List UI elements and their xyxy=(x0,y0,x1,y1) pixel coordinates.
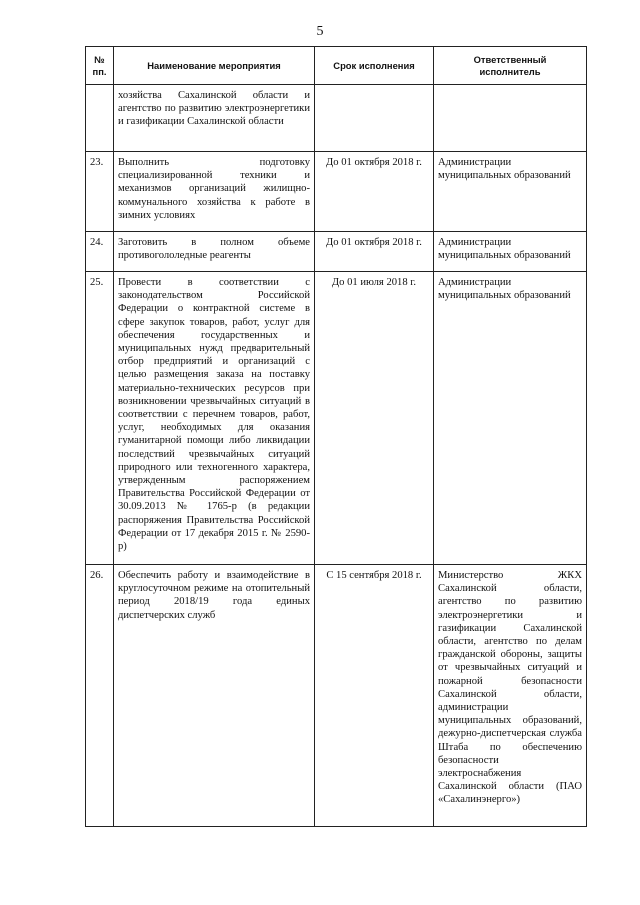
row-number: 25. xyxy=(86,272,114,565)
responsible-text: Администрации муниципальных образований xyxy=(434,232,587,272)
column-header-deadline: Срок исполнения xyxy=(315,47,434,85)
row-number: 24. xyxy=(86,232,114,272)
table-header-row xyxy=(86,47,587,85)
deadline-text: С 15 сентября 2018 г. xyxy=(315,565,434,827)
responsible-text: Министерство ЖКХ Сахалинской области, агентство по развитию электроэнергетики и газификации Сахалинской области, агентство по делам гражданской обороны, защиты от чрезвычайных ситуаций и пожарной безопасности Сахалинской области, администрации муниципальных образований, дежурно-диспетчерская служба Штаба по обеспечению безопасности электроснабжения Сахалинской области (ПАО «Сахалинэнерго») xyxy=(434,565,587,827)
table-row xyxy=(86,565,587,827)
table-row xyxy=(86,85,587,152)
responsible-text xyxy=(434,85,587,152)
measure-text: хозяйства Сахалинской области и агентство по развитию электроэнергетики и газификации Сахалинской области xyxy=(114,85,315,152)
measure-text: Обеспечить работу и взаимодействие в круглосуточном режиме на отопительный период 2018/19 года единых диспетчерских служб xyxy=(114,565,315,827)
column-header-measure: Наименование мероприятия xyxy=(114,47,315,85)
measures-table xyxy=(85,46,587,827)
column-header-responsible: Ответственный исполнитель xyxy=(434,47,587,85)
table-row xyxy=(86,272,587,565)
responsible-text: Администрации муниципальных образований xyxy=(434,272,587,565)
row-number: 23. xyxy=(86,152,114,232)
row-number: 26. xyxy=(86,565,114,827)
table-row xyxy=(86,232,587,272)
deadline-text: До 01 октября 2018 г. xyxy=(315,232,434,272)
deadline-text xyxy=(315,85,434,152)
responsible-text: Администрации муниципальных образований xyxy=(434,152,587,232)
column-header-number: № пп. xyxy=(86,47,114,85)
deadline-text: До 01 июля 2018 г. xyxy=(315,272,434,565)
deadline-text: До 01 октября 2018 г. xyxy=(315,152,434,232)
row-number xyxy=(86,85,114,152)
measure-text: Провести в соответствии с законодательством Российской Федерации о контрактной системе в сфере закупок товаров, работ, услуг для обеспечения государственных и муниципальных нужд предварительный отбор предприятий и организаций с целью размещения заказа на поставку материально-технических ресурсов при возникновении чрезвычайных ситуаций в соответствии с перечнем товаров, работ, услуг, необходимых для оказания гуманитарной помощи либо ликвидации последствий чрезвычайных ситуаций природного или техногенного характера, утвержденным распоряжением Правительства Российской Федерации от 30.09.2013 № 1765-р (в редакции распоряжения Правительства Российской Федерации от 17 декабря 2015 г. № 2590-р) xyxy=(114,272,315,565)
page-number: 5 xyxy=(316,24,324,39)
measure-text: Заготовить в полном объеме противогололедные реагенты xyxy=(114,232,315,272)
table-row xyxy=(86,152,587,232)
measure-text: Выполнить подготовку специализированной техники и механизмов организаций жилищно-коммунального хозяйства к работе в зимних условиях xyxy=(114,152,315,232)
